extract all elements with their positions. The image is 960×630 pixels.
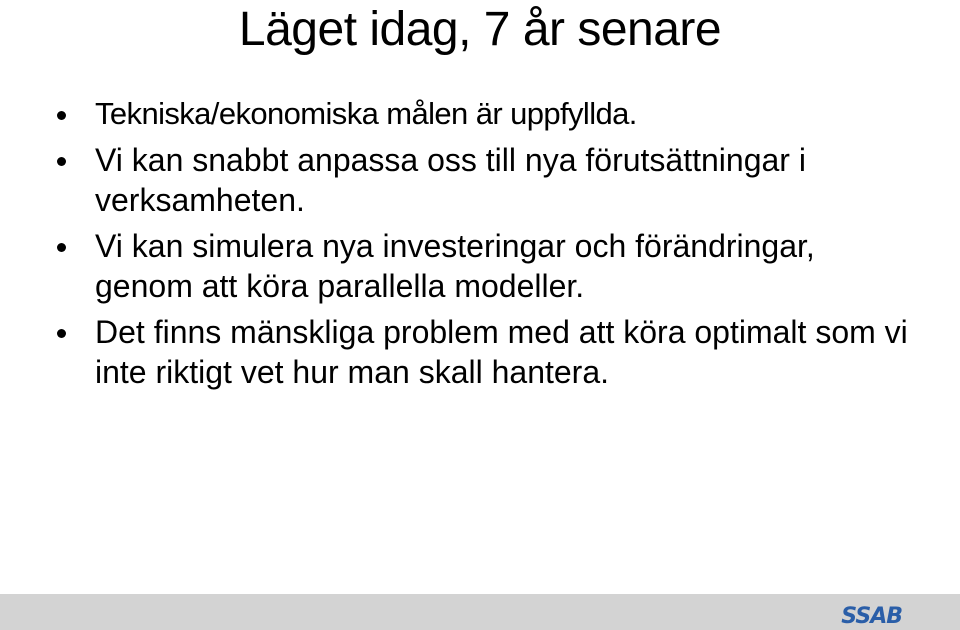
bullet-list: [0, 94, 920, 398]
bullet-item: [0, 140, 920, 220]
bullet-dot-icon: [57, 329, 66, 338]
bullet-text: Vi kan snabbt anpassa oss till nya förutsättningar i verksamheten.: [95, 142, 806, 218]
bullet-item: [0, 94, 920, 134]
bullet-dot-icon: [57, 157, 66, 166]
ssab-logo: SSAB: [841, 604, 902, 629]
bullet-item: [0, 226, 920, 306]
footer-bar: [0, 594, 960, 630]
slide-title: Läget idag, 7 år senare: [238, 3, 722, 56]
bullet-dot-icon: [57, 243, 66, 252]
bullet-dot-icon: [57, 111, 66, 120]
bullet-item: [0, 312, 920, 392]
bullet-text: Vi kan simulera nya investeringar och förändringar, genom att köra parallella modeller.: [95, 228, 815, 304]
bullet-text: Det finns mänskliga problem med att köra optimalt som vi inte riktigt vet hur man skall hantera.: [95, 314, 908, 390]
bullet-text: Tekniska/ekonomiska målen är uppfyllda.: [95, 96, 637, 131]
